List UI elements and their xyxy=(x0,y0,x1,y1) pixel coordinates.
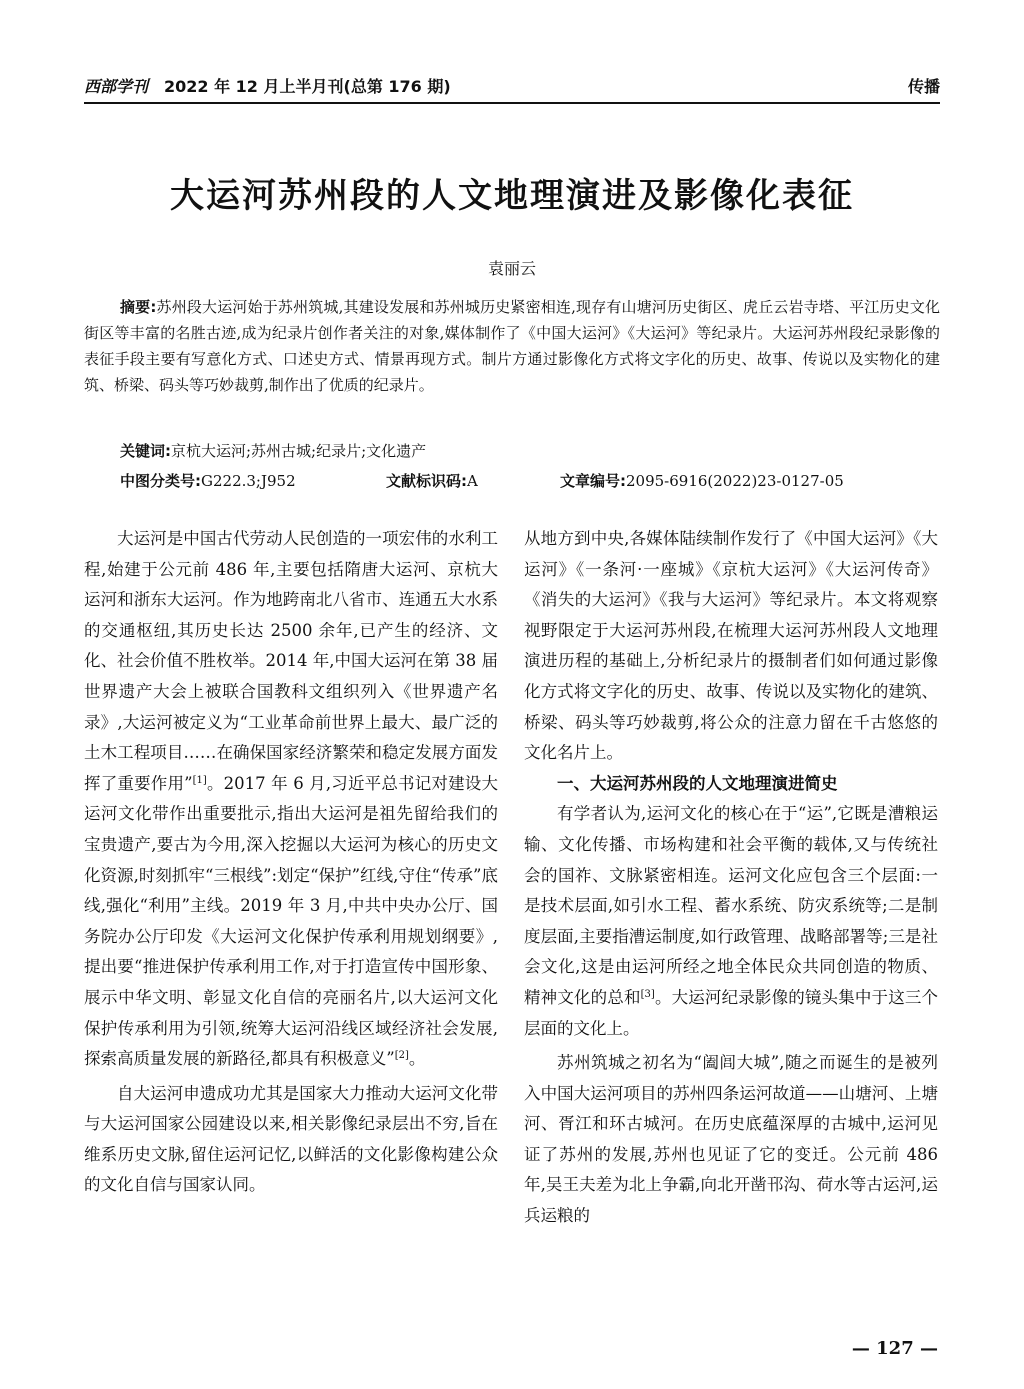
keywords xyxy=(120,440,426,461)
issue-info: 2022 年 12 月上半月刊(总第 176 期) xyxy=(164,77,451,96)
body-paragraph xyxy=(84,524,498,1075)
running-header xyxy=(84,72,940,104)
citation-ref: [3] xyxy=(640,988,655,1000)
section-name: 传播 xyxy=(907,77,940,96)
keywords-text: 京杭大运河;苏州古城;纪录片;文化遗产 xyxy=(171,442,427,460)
body-paragraph: 自大运河申遗成功尤其是国家大力推动大运河文化带与大运河国家公园建设以来,相关影像纪录层出不穷,旨在维系历史文脉,留住运河记忆,以鲜活的文化影像构建公众的文化自信与国家认同。 xyxy=(84,1083,498,1195)
paragraph-text: 大运河是中国古代劳动人民创造的一项宏伟的水利工程,始建于公元前 486 年,主要包括隋唐大运河、京杭大运河和浙东大运河。作为地跨南北八省市、连通五大水系的交通枢纽,其历史长达 2500 余年,已产生的经济、文化、社会价值不胜枚举。2014 年,中国大运河在第 38 届世界遗产大会上被联合国教科文组织列入《世界遗产名录》,大运河被定义为“工业革命前世界上最大、最广泛的土木工程项目……在确保国家经济繁荣和稳定发展方面发挥了重要作用” xyxy=(84,529,498,793)
document-code-value: A xyxy=(467,472,478,490)
body-paragraph: 苏州筑城之初名为“阖闾大城”,随之而诞生的是被列入中国大运河项目的苏州四条运河故道——山塘河、上塘河、胥江和环古城河。在历史底蕴深厚的古城中,运河见证了苏州的发展,苏州也见证了它的变迁。公元前 486 年,吴王夫差为北上争霸,向北开凿邗沟、荷水等古运河,运兵运粮的 xyxy=(524,1053,938,1226)
author-name: 袁丽云 xyxy=(487,259,536,278)
clc-label: 中图分类号: xyxy=(120,472,201,490)
document-code xyxy=(386,470,478,491)
article-number xyxy=(560,470,844,491)
right-column xyxy=(524,524,938,1232)
paragraph-text: 。2017 年 6 月,习近平总书记对建设大运河文化带作出重要批示,指出大运河是祖先留给我们的宝贵遗产,要古为今用,深入挖掘以大运河为核心的历史文化资源,时刻抓牢“三根线”:划定“保护”红线,守住“传承”底线,强化“利用”主线。2019 年 3 月,中共中央办公厅、国务院办公厅印发《大运河文化保护传承利用规划纲要》,提出要“推进保护传承利用工作,对于打造宣传中国形象、展示中华文明、彰显文化自信的亮丽名片,以大运河文化保护传承利用为引领,统筹大运河沿线区域经济社会发展,探索高质量发展的新路径,都具有积极意义” xyxy=(84,773,499,1069)
journal-logo: 西部学刊 xyxy=(84,77,149,96)
article-number-label: 文章编号: xyxy=(560,472,626,490)
body-paragraph xyxy=(524,799,938,1044)
left-column xyxy=(84,524,498,1201)
paragraph-text: 有学者认为,运河文化的核心在于“运”,它既是漕粮运输、文化传播、市场构建和社会平衡的载体,又与传统社会的国祚、文脉紧密相连。运河文化应包含三个层面:一是技术层面,如引水工程、蓄水系统、防灾系统等;二是制度层面,主要指漕运制度,如行政管理、战略部署等;三是社会文化,这是由运河所经之地全体民众共同创造的物质、精神文化的总和 xyxy=(524,804,938,1007)
citation-ref: [1] xyxy=(192,774,207,786)
article-title: 大运河苏州段的人文地理演进及影像化表征 xyxy=(170,176,854,216)
page-number: — 127 — xyxy=(851,1338,938,1359)
clc-number xyxy=(120,470,296,491)
section-heading: 一、大运河苏州段的人文地理演进简史 xyxy=(557,773,838,793)
clc-value: G222.3;J952 xyxy=(201,472,296,490)
abstract-text: 苏州段大运河始于苏州筑城,其建设发展和苏州城历史紧密相连,现存有山塘河历史街区、虎丘云岩寺塔、平江历史文化街区等丰富的名胜古迹,成为纪录片创作者关注的对象,媒体制作了《中国大运河》《大运河》等纪录片。大运河苏州段纪录影像的表征手段主要有写意化方式、口述史方式、情景再现方式。制片方通过影像化方式将文字化的历史、故事、传说以及实物化的建筑、桥梁、码头等巧妙裁剪,制作出了优质的纪录片。 xyxy=(84,298,940,394)
citation-ref: [2] xyxy=(394,1050,409,1062)
keywords-label: 关键词: xyxy=(120,442,171,460)
paragraph-text: 。 xyxy=(408,1049,426,1069)
abstract xyxy=(84,294,940,398)
paragraph-text: 。大运河纪录影像的镜头集中于这三个层面的文化上。 xyxy=(524,987,939,1038)
body-paragraph: 从地方到中央,各媒体陆续制作发行了《中国大运河》《大运河》《一条河·一座城》《京杭大运河》《大运河传奇》《消失的大运河》《我与大运河》等纪录片。本文将观察视野限定于大运河苏州段,在梳理大运河苏州段人文地理演进历程的基础上,分析纪录片的摄制者们如何通过影像化方式将文字化的历史、故事、传说以及实物化的建筑、桥梁、码头等巧妙裁剪,将公众的注意力留在千古悠悠的文化名片上。 xyxy=(524,529,938,763)
abstract-label: 摘要: xyxy=(120,298,157,316)
document-code-label: 文献标识码: xyxy=(386,472,467,490)
article-number-value: 2095-6916(2022)23-0127-05 xyxy=(626,472,844,490)
